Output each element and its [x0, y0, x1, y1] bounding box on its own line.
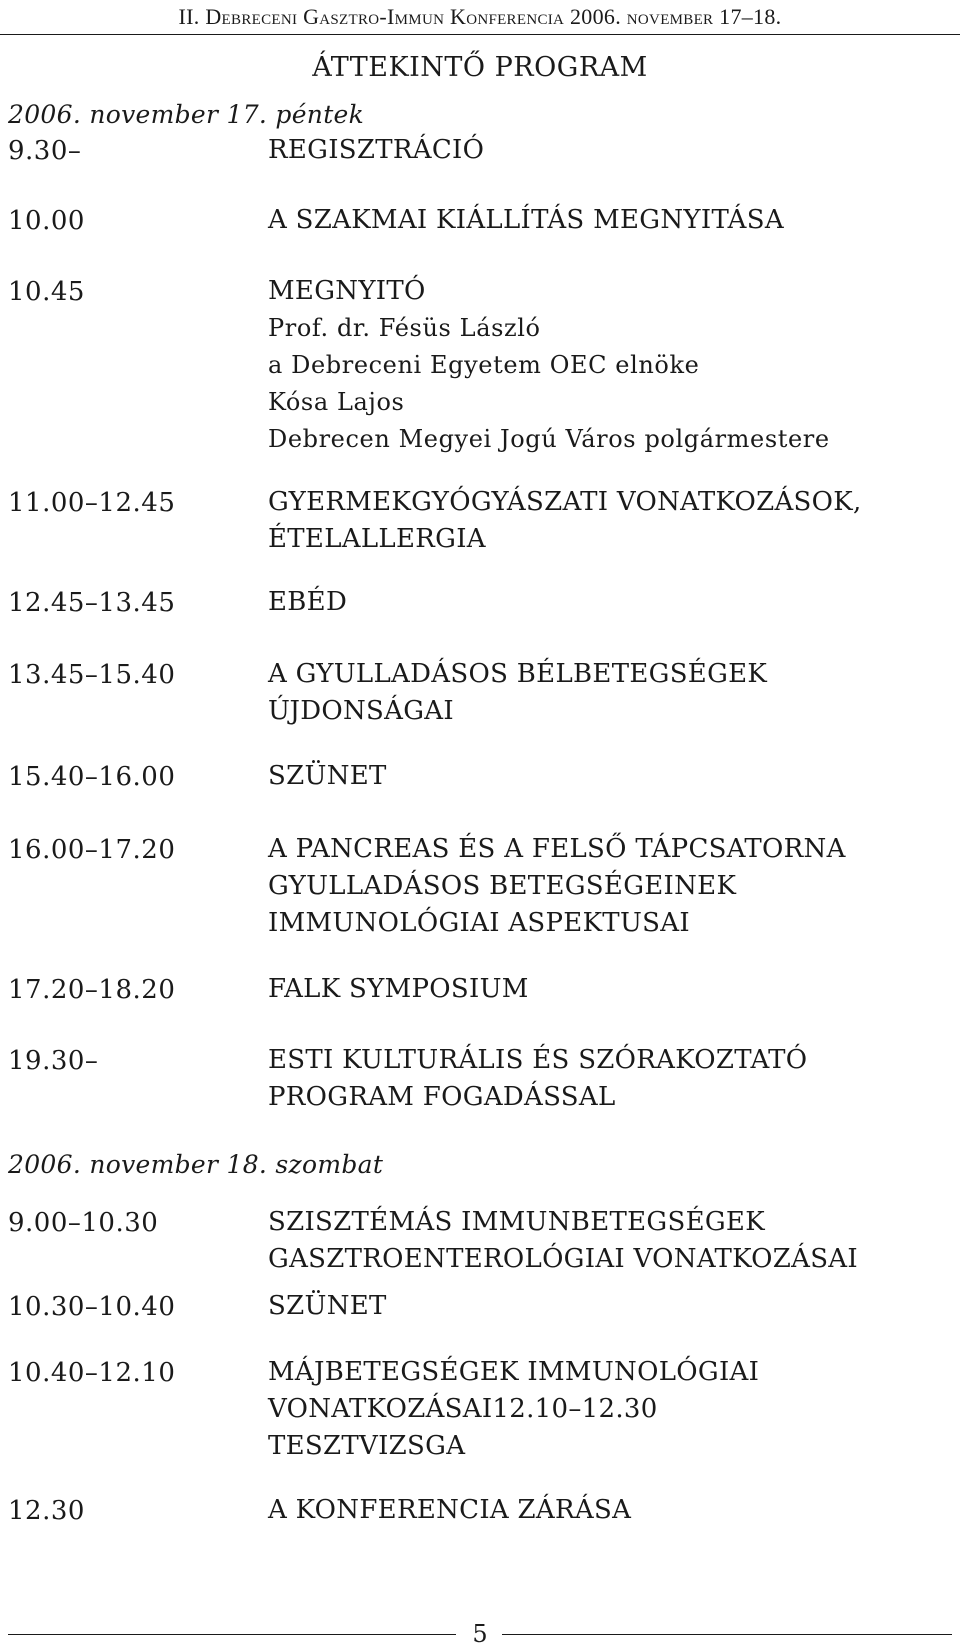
page-title: ÁTTEKINTŐ PROGRAM [312, 52, 648, 83]
program-item-title: ÉTELALLERGIA [268, 524, 486, 554]
program-item-title: VONATKOZÁSAI12.10–12.30 [268, 1394, 658, 1424]
program-item-title: EBÉD [268, 587, 348, 617]
program-item-title: MEGNYITÓ [268, 276, 426, 306]
program-item-title: ÚJDONSÁGAI [268, 696, 454, 726]
speaker-role: Debrecen Megyei Jogú Város polgármestere [268, 425, 830, 453]
program-item [268, 971, 529, 1008]
time-slot: 13.45–15.40 [8, 660, 176, 690]
program-item-title: PROGRAM FOGADÁSSAL [268, 1082, 616, 1112]
running-header: II. Debreceni Gasztro-Immun Konferencia 2006. november 17–18. [178, 4, 782, 29]
time-slot: 15.40–16.00 [8, 762, 176, 792]
program-item-title: A KONFERENCIA ZÁRÁSA [268, 1495, 632, 1525]
time-slot: 11.00–12.45 [8, 488, 176, 518]
program-item-title: GASZTROENTEROLÓGIAI VONATKOZÁSAI [268, 1244, 858, 1274]
program-item [268, 484, 862, 558]
program-item [268, 1288, 387, 1325]
program-item [268, 758, 387, 795]
time-slot: 12.45–13.45 [8, 588, 176, 618]
time-slot: 10.45 [8, 277, 85, 307]
footer-rule-left [8, 1634, 456, 1635]
program-item [268, 132, 484, 169]
speaker-name: Prof. dr. Fésüs László [268, 314, 541, 342]
program-item [268, 584, 347, 621]
page-number: 5 [472, 1620, 488, 1648]
time-slot: 10.00 [8, 206, 85, 236]
program-item-title: ESTI KULTURÁLIS ÉS SZÓRAKOZTATÓ [268, 1045, 808, 1075]
time-slot: 10.40–12.10 [8, 1358, 176, 1388]
day-heading-saturday: 2006. november 18. szombat [8, 1150, 384, 1179]
program-item-title: A PANCREAS ÉS A FELSŐ TÁPCSATORNA [268, 834, 846, 864]
program-item-title: SZISZTÉMÁS IMMUNBETEGSÉGEK [268, 1207, 765, 1237]
program-item [268, 656, 767, 730]
day-heading-friday: 2006. november 17. péntek [8, 100, 365, 129]
program-item [268, 831, 846, 942]
time-slot: 17.20–18.20 [8, 975, 176, 1005]
program-item-title: IMMUNOLÓGIAI ASPEKTUSAI [268, 908, 690, 938]
program-item [268, 1492, 631, 1529]
program-item [268, 1042, 807, 1116]
program-item-title: SZÜNET [268, 1291, 387, 1321]
program-item [268, 1204, 858, 1278]
program-item-title: A GYULLADÁSOS BÉLBETEGSÉGEK [268, 659, 768, 689]
speaker-role: a Debreceni Egyetem OEC elnöke [268, 351, 700, 379]
time-slot: 12.30 [8, 1496, 85, 1526]
program-item-title: SZÜNET [268, 761, 387, 791]
program-item [268, 273, 830, 458]
program-item-title: MÁJBETEGSÉGEK IMMUNOLÓGIAI [268, 1357, 760, 1387]
time-slot: 10.30–10.40 [8, 1292, 176, 1322]
program-item [268, 202, 784, 239]
program-item-title: TESZTVIZSGA [268, 1431, 466, 1461]
program-item-title: GYERMEKGYÓGYÁSZATI VONATKOZÁSOK, [268, 487, 862, 517]
time-slot: 19.30– [8, 1046, 99, 1076]
program-item-title: A SZAKMAI KIÁLLÍTÁS MEGNYITÁSA [268, 205, 784, 235]
time-slot: 9.30– [8, 136, 82, 166]
time-slot: 9.00–10.30 [8, 1208, 159, 1238]
program-item-title: GYULLADÁSOS BETEGSÉGEINEK [268, 871, 737, 901]
speaker-name: Kósa Lajos [268, 388, 405, 416]
program-item-title: REGISZTRÁCIÓ [268, 135, 485, 165]
program-item-title: FALK SYMPOSIUM [268, 974, 529, 1004]
program-item [268, 1354, 759, 1465]
footer-rule-right [502, 1634, 952, 1635]
header-rule [0, 34, 960, 35]
time-slot: 16.00–17.20 [8, 835, 176, 865]
